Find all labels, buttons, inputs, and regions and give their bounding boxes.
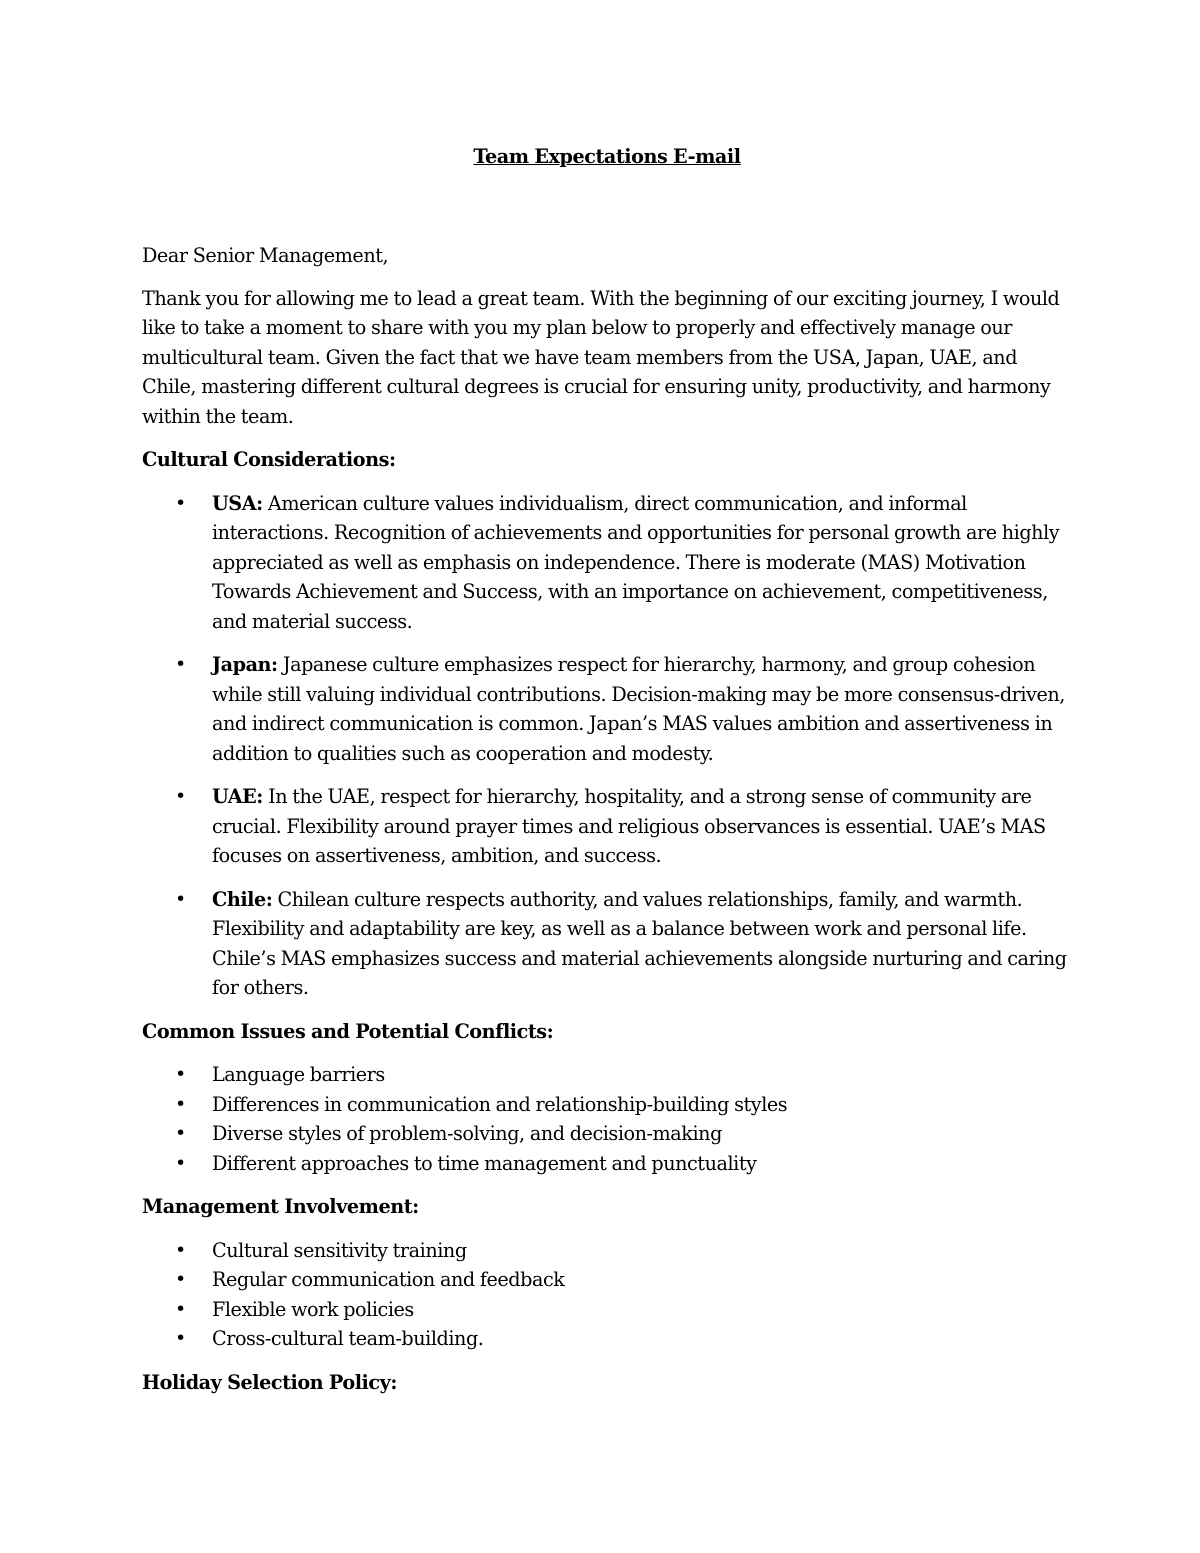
- country-text-usa: American culture values individualism, direct communication, and informal interactions. Recognition of achievements and opportunities for personal growth are highly appreciated as well as emphasis on independence. There is moderate (MAS) Motivation Towards Achievement and Success, with an importance on achievement, competitiveness, and material success.: [212, 491, 1060, 633]
- list-item: [142, 1324, 1072, 1354]
- list-item: [142, 1295, 1072, 1325]
- list-item-uae: [142, 782, 1072, 871]
- country-label-usa: USA:: [212, 491, 263, 515]
- country-label-chile: Chile:: [212, 887, 273, 911]
- list-item: [142, 1119, 1072, 1149]
- country-text-uae: In the UAE, respect for hierarchy, hospitality, and a strong sense of community are crucial. Flexibility around prayer times and religious observances is essential. UAE’s MAS focuses on assertiveness, ambition, and success.: [212, 785, 1046, 867]
- bullet-icon: •: [175, 491, 186, 514]
- country-label-japan: Japan:: [212, 653, 278, 676]
- bullet-icon: •: [175, 1151, 186, 1174]
- list-item-usa: [142, 489, 1072, 637]
- holiday-selection-heading: Holiday Selection Policy:: [142, 1370, 397, 1394]
- list-item-text: Different approaches to time management and punctuality: [212, 1151, 757, 1175]
- list-item-text: Cultural sensitivity training: [212, 1238, 467, 1262]
- bullet-icon: •: [175, 1063, 186, 1085]
- bullet-icon: •: [175, 1122, 186, 1144]
- list-item: [142, 1236, 1072, 1266]
- list-item: [142, 1265, 1072, 1295]
- common-issues-list: [142, 1060, 1072, 1178]
- salutation: Dear Senior Management,: [142, 244, 389, 267]
- list-item-text: Differences in communication and relationship-building styles: [212, 1092, 788, 1116]
- cultural-considerations-heading: Cultural Considerations:: [142, 448, 396, 471]
- bullet-icon: •: [175, 1327, 186, 1349]
- bullet-icon: •: [175, 785, 186, 807]
- country-label-uae: UAE:: [212, 785, 263, 808]
- intro-paragraph: Thank you for allowing me to lead a great team. With the beginning of our exciting journey, I would like to take a moment to share with you my plan below to properly and effectively manage our multicultural team. Given the fact that we have team members from the USA, Japan, UAE, and Chile, mastering different cultural degrees is crucial for ensuring unity, productivity, and harmony within the team.: [142, 286, 1060, 428]
- bullet-icon: •: [175, 1238, 186, 1261]
- bullet-icon: •: [175, 887, 186, 910]
- list-item: [142, 1060, 1072, 1090]
- management-involvement-heading: Management Involvement:: [142, 1195, 419, 1218]
- list-item-text: Regular communication and feedback: [212, 1268, 565, 1291]
- cultural-considerations-list: [142, 489, 1072, 1003]
- bullet-icon: •: [175, 1092, 186, 1115]
- country-text-chile: Chilean culture respects authority, and values relationships, family, and warmth. Flexibility and adaptability are key, as well as a balance between work and personal life. Chile’s MAS emphasizes success and material achievements alongside nurturing and caring for others.: [212, 887, 1067, 999]
- list-item: [142, 1149, 1072, 1179]
- country-text-japan: Japanese culture emphasizes respect for hierarchy, harmony, and group cohesion while still valuing individual contributions. Decision-making may be more consensus-driven, and indirect communication is common. Japan’s MAS values ambition and assertiveness in addition to qualities such as cooperation and modesty.: [212, 653, 1065, 765]
- bullet-icon: •: [175, 1268, 186, 1290]
- list-item-japan: [142, 650, 1072, 768]
- list-item-chile: [142, 885, 1072, 1003]
- management-involvement-list: [142, 1236, 1072, 1354]
- bullet-icon: •: [175, 1297, 186, 1320]
- list-item-text: Language barriers: [212, 1063, 385, 1086]
- bullet-icon: •: [175, 653, 186, 675]
- list-item-text: Cross-cultural team-building.: [212, 1327, 484, 1350]
- document-title: Team Expectations E-mail: [473, 145, 741, 168]
- common-issues-heading: Common Issues and Potential Conflicts:: [142, 1019, 554, 1043]
- list-item: [142, 1090, 1072, 1120]
- document-body: [142, 140, 1072, 1411]
- list-item-text: Flexible work policies: [212, 1297, 414, 1321]
- list-item-text: Diverse styles of problem-solving, and decision-making: [212, 1122, 722, 1145]
